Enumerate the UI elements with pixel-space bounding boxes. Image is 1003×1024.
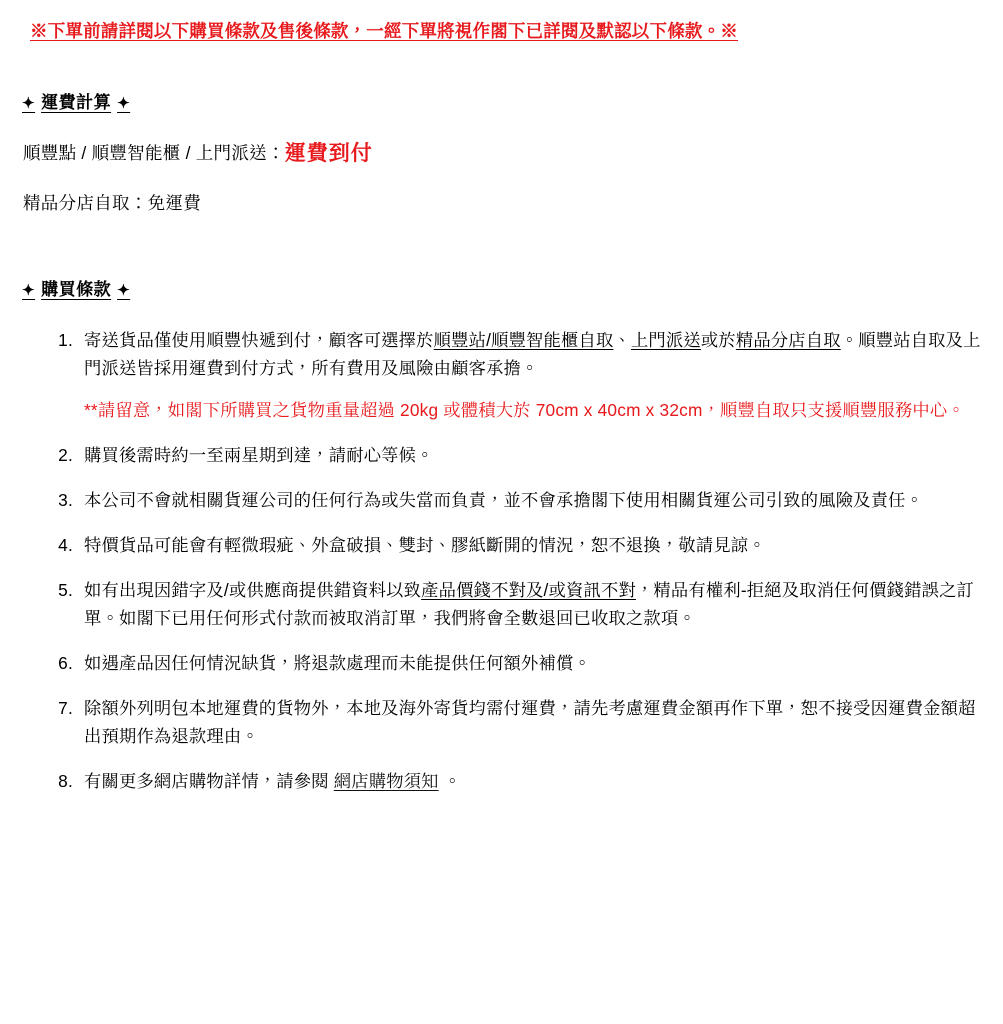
terms-list-item bbox=[78, 694, 981, 750]
spacer bbox=[22, 113, 981, 137]
purchase-terms-section bbox=[22, 275, 981, 795]
terms-emphasis-text: 產品價錢不對及/或資訊不對 bbox=[421, 579, 636, 600]
sparkle-icon: ✦ bbox=[117, 281, 131, 299]
terms-text: 。順豐站自取及上門派送皆採用運費到付方式，所有費用及風險由顧客承擔。 bbox=[84, 329, 981, 378]
shipping-store-pickup-line: 精品分店自取：免運費 bbox=[23, 192, 201, 213]
sparkle-icon: ✦ bbox=[117, 95, 131, 113]
terms-text: 、 bbox=[613, 329, 631, 350]
terms-list-item bbox=[78, 441, 981, 469]
shipping-section bbox=[22, 88, 981, 217]
spacer bbox=[22, 300, 981, 326]
shipping-heading-label: 運費計算 bbox=[41, 93, 112, 113]
terms-list-item bbox=[78, 649, 981, 677]
terms-text: ，精品有權利-拒絕及取消任何價錢錯誤之訂單。如閣下已用任何形式付款而被取消訂單，我們將會全數退回已收取之款項。 bbox=[84, 579, 975, 628]
sparkle-icon: ✦ bbox=[22, 95, 36, 113]
purchase-terms-heading bbox=[22, 275, 130, 300]
order-warning-notice: ※下單前請詳閱以下購買條款及售後條款，一經下單將視作閣下已詳閱及默認以下條款。※ bbox=[30, 21, 738, 41]
terms-emphasis-text: 順豐站/順豐智能櫃自取 bbox=[433, 329, 614, 350]
terms-text: 本公司不會就相關貨運公司的任何行為或失當而負責，並不會承擔閣下使用相關貨運公司引致的風險及責任。 bbox=[84, 489, 924, 510]
terms-text: 有關更多網店購物詳情，請參閱 bbox=[84, 771, 334, 792]
freight-collect-label: 運費到付 bbox=[284, 142, 373, 166]
shipping-options-line bbox=[23, 137, 981, 171]
terms-emphasis-text: 上門派送 bbox=[630, 329, 701, 350]
terms-list-item bbox=[78, 531, 981, 559]
shopping-guide-link[interactable]: 網店購物須知 bbox=[333, 771, 439, 792]
separator: / bbox=[185, 143, 191, 164]
spacer bbox=[22, 44, 981, 88]
sparkle-icon: ✦ bbox=[22, 281, 36, 299]
terms-text: 如有出現因錯字及/或供應商提供錯資料以致 bbox=[84, 579, 422, 600]
terms-list bbox=[22, 326, 981, 795]
weight-size-warning-note: **請留意，如閣下所購買之貨物重量超過 20kg 或體積大於 70cm x 40cm x 32cm，順豐自取只支援順豐服務中心。 bbox=[84, 399, 965, 420]
shipping-section-heading bbox=[22, 88, 130, 113]
shipping-option-door-delivery: 上門派送 bbox=[195, 143, 267, 164]
terms-emphasis-text: 精品分店自取 bbox=[735, 329, 841, 350]
terms-text: 除額外列明包本地運費的貨物外，本地及海外寄貨均需付運費，請先考慮運費金額再作下單，恕不接受因運費金額超出預期作為退款理由。 bbox=[84, 697, 976, 746]
terms-text: 。 bbox=[438, 771, 462, 792]
terms-text: 寄送貨品僅使用順豐快遞到付，顧客可選擇於 bbox=[84, 329, 434, 350]
terms-list-item bbox=[78, 767, 981, 795]
shipping-option-sf-locker: 順豐智能櫃 bbox=[91, 143, 181, 164]
terms-list-item bbox=[78, 486, 981, 514]
separator: / bbox=[81, 143, 87, 164]
terms-text: 特價貨品可能會有輕微瑕疵、外盒破損、雙封、膠紙斷開的情況，恕不退換，敬請見諒。 bbox=[84, 534, 766, 555]
terms-list-item bbox=[78, 576, 981, 632]
terms-text: 或於 bbox=[700, 329, 736, 350]
terms-text: 如遇產品因任何情況缺貨，將退款處理而未能提供任何額外補償。 bbox=[84, 652, 591, 673]
terms-text: 購買後需時約一至兩星期到達，請耐心等候。 bbox=[84, 444, 434, 465]
terms-list-item bbox=[78, 326, 981, 424]
shipping-option-sf-point: 順豐點 bbox=[23, 143, 77, 164]
spacer bbox=[22, 217, 981, 275]
colon: ： bbox=[266, 143, 285, 164]
purchase-terms-heading-label: 購買條款 bbox=[41, 279, 112, 299]
